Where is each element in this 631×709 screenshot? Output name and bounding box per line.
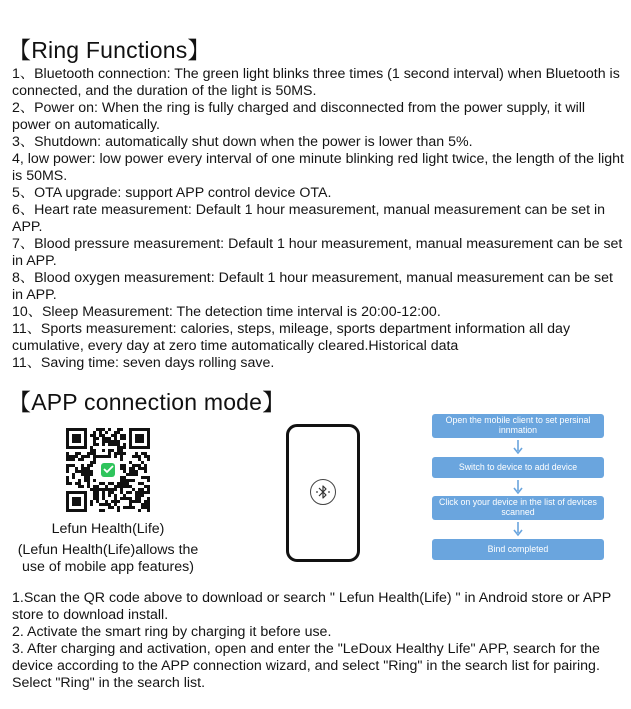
phone-illustration — [286, 424, 360, 562]
list-item: 6、Heart rate measurement: Default 1 hour measurement, manual measurement can be set in APP. — [12, 202, 606, 235]
flow-step-open-client: Open the mobile client to set persinal innmation — [432, 414, 604, 438]
list-item: 11、Sports measurement: calories, steps, mileage, sports department information all day cumulative, every day at zero time automatically cleared.Historical data — [12, 321, 571, 354]
ring-functions-title: 【Ring Functions】 — [8, 37, 211, 63]
bluetooth-icon — [310, 479, 336, 505]
instruction-item: 2. Activate the smart ring by charging it before use. — [12, 624, 332, 640]
instructions — [12, 590, 624, 692]
flow-step-add-device: Switch to device to add device — [432, 457, 604, 478]
arrow-down-icon — [512, 480, 524, 495]
list-item: 10、Sleep Measurement: The detection time interval is 20:00-12:00. — [12, 304, 441, 320]
arrow-down-icon — [512, 522, 524, 537]
list-item: 1、Bluetooth connection: The green light blinks three times (1 second interval) when Bluetooth is connected, and the duration of the light is 50MS. — [12, 66, 620, 99]
ring-functions-list — [12, 66, 624, 372]
instruction-item: 1.Scan the QR code above to download or search " Lefun Health(Life) " in Android store or APP store to download install. — [12, 590, 611, 623]
arrow-down-icon — [512, 440, 524, 455]
list-item: 4, low power: low power every interval of one minute blinking red light twice, the length of the light is 50MS. — [12, 151, 624, 184]
app-description: (Lefun Health(Life)allows the use of mobile app features) — [17, 542, 199, 575]
instruction-item: 3. After charging and activation, open and enter the "LeDoux Healthy Life" APP, search for the device according to the APP connection wizard, and select "Ring" in the search list for pairing. Select "Ring" in the search list. — [12, 641, 600, 691]
qr-code[interactable] — [66, 428, 150, 512]
flow-step-bind-completed: Bind completed — [432, 539, 604, 560]
list-item: 2、Power on: When the ring is fully charged and disconnected from the power supply, it will power on automatically. — [12, 100, 586, 133]
app-name: Lefun Health(Life) — [51, 521, 165, 537]
flow-step-click-device: Click on your device in the list of devices scanned — [432, 496, 604, 520]
list-item: 8、Blood oxygen measurement: Default 1 hour measurement, manual measurement can be set in APP. — [12, 270, 613, 303]
list-item: 5、OTA upgrade: support APP control device OTA. — [12, 185, 332, 201]
list-item: 7、Blood pressure measurement: Default 1 hour measurement, manual measurement can be set in APP. — [12, 236, 623, 269]
app-connection-title: 【APP connection mode】 — [8, 389, 286, 415]
list-item: 3、Shutdown: automatically shut down when the power is lower than 5%. — [12, 134, 473, 150]
list-item: 11、Saving time: seven days rolling save. — [12, 355, 275, 371]
